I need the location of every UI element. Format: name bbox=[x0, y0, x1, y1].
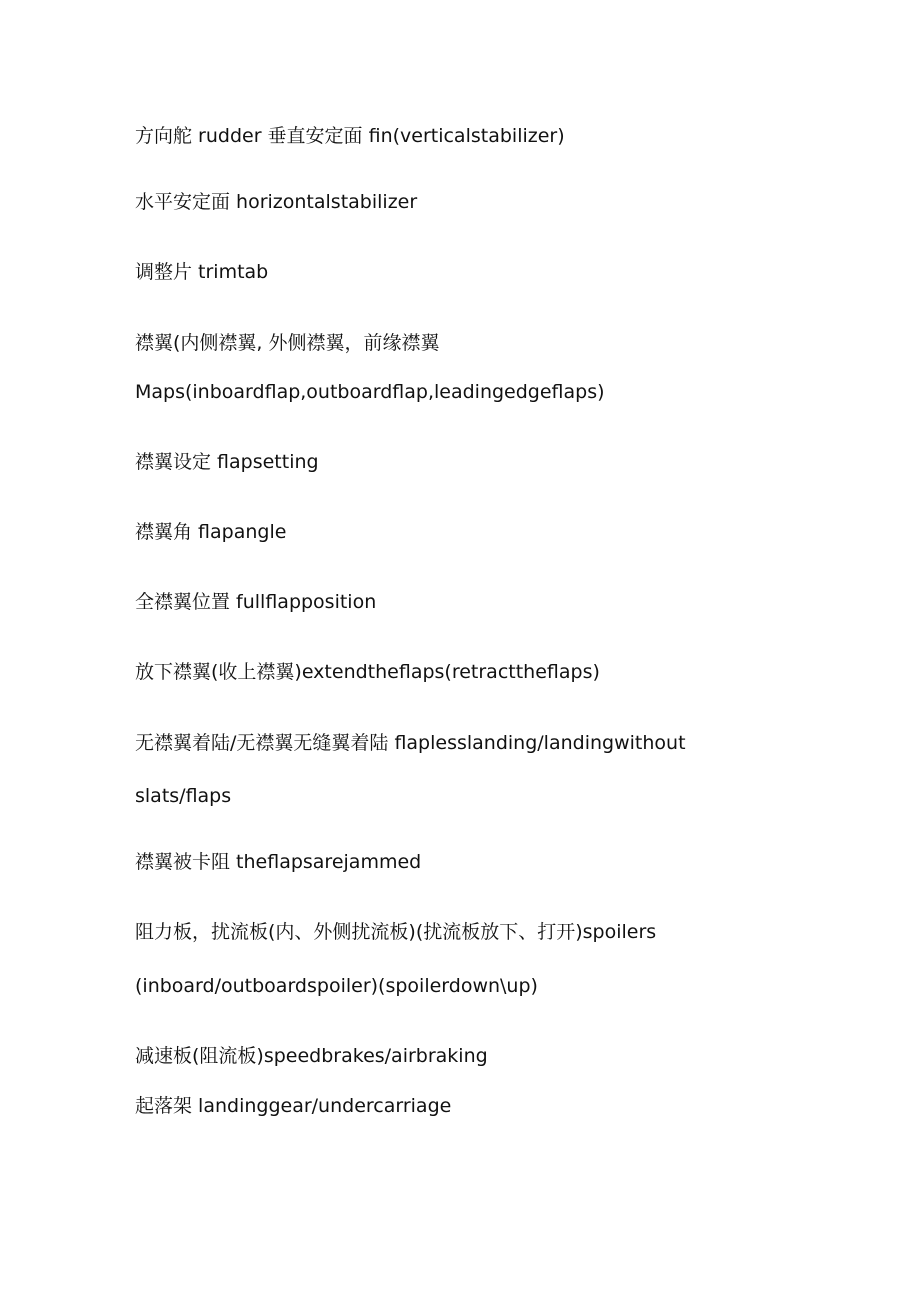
term-line-horizontal-stabilizer: 水平安定面 horizontalstabilizer bbox=[135, 191, 418, 213]
term-line-speedbrakes: 减速板(阻流板)speedbrakes/airbraking bbox=[135, 1045, 488, 1067]
term-line-flaps-english: Maps(inboardflap,outboardflap,leadingedgeflaps) bbox=[135, 381, 605, 403]
term-line-trim-tab: 调整片 trimtab bbox=[135, 261, 269, 283]
term-line-extend-retract-flaps: 放下襟翼(收上襟翼)extendtheflaps(retracttheflaps) bbox=[135, 661, 600, 683]
term-line-flaps-chinese: 襟翼(内侧襟翼, 外侧襟翼，前缘襟翼 bbox=[135, 332, 440, 354]
term-line-spoilers-chinese: 阻力板，扰流板(内、外侧扰流板)(扰流板放下、打开)spoilers bbox=[135, 921, 657, 943]
term-line-full-flap-position: 全襟翼位置 fullflapposition bbox=[135, 591, 377, 613]
term-line-flaps-jammed: 襟翼被卡阻 theflapsarejammed bbox=[135, 851, 422, 873]
term-line-flap-setting: 襟翼设定 flapsetting bbox=[135, 451, 319, 473]
term-line-slats-flaps: slats/flaps bbox=[135, 785, 232, 807]
term-line-flap-angle: 襟翼角 flapangle bbox=[135, 521, 287, 543]
term-line-flapless-landing: 无襟翼着陆/无襟翼无缝翼着陆 flaplesslanding/landingwithout bbox=[135, 732, 686, 754]
term-line-landing-gear: 起落架 landinggear/undercarriage bbox=[135, 1095, 452, 1117]
term-line-spoilers-english: (inboard/outboardspoiler)(spoilerdown\up) bbox=[135, 975, 538, 997]
term-line-rudder-fin: 方向舵 rudder 垂直安定面 fin(verticalstabilizer) bbox=[135, 125, 565, 147]
